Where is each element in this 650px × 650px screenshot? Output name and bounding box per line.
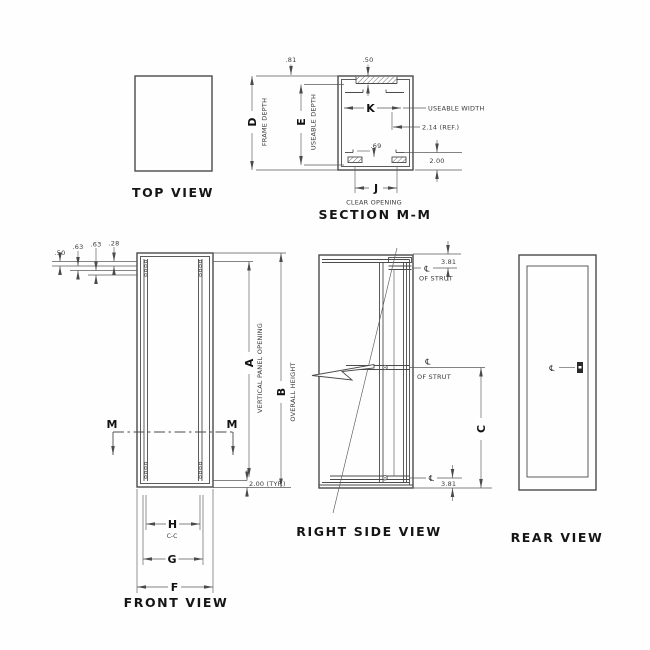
section-dim-81: .81 (285, 56, 297, 64)
front-dim-28: .28 (108, 239, 120, 248)
sliver-pointer (312, 365, 374, 381)
front-letter-m-left: M (106, 418, 118, 431)
front-letter-h: H (167, 518, 178, 531)
rail-holes (145, 260, 202, 478)
section-outer-wall (338, 76, 413, 170)
front-view-title: FRONT VIEW (123, 595, 229, 610)
section-title: SECTION M-M (318, 207, 432, 222)
right-dim-381-bottom: 3.81 (441, 480, 457, 488)
section-top-recess-hatch (356, 77, 397, 84)
front-overall-height-label: OVERALL HEIGHT (289, 362, 297, 422)
top-view-outline (135, 76, 212, 171)
section-letter-d: D (246, 117, 259, 127)
right-centerline-top-symbol: ℄ (424, 264, 430, 274)
section-letter-j: J (373, 182, 379, 195)
top-view (135, 76, 212, 171)
front-letter-b: B (275, 387, 288, 397)
right-side-view (312, 248, 413, 513)
rear-view (519, 255, 596, 490)
front-letter-f: F (170, 581, 179, 594)
right-of-strut-mid-label: OF STRUT (417, 373, 451, 381)
right-dim-381-top: 3.81 (441, 258, 457, 266)
front-dim-200-typ: 2.00 (TYP.) (249, 480, 286, 488)
front-dim-63-2: .63 (90, 240, 102, 249)
right-view-title: RIGHT SIDE VIEW (296, 524, 442, 539)
section-letter-k: K (366, 102, 375, 115)
top-view-title: TOP VIEW (131, 185, 215, 200)
section-dim-50: .50 (362, 56, 374, 64)
section-mm (338, 76, 413, 170)
right-centerline-mid-symbol: ℄ (425, 357, 431, 367)
right-centerline-bottom-symbol: ℄ (428, 474, 435, 483)
front-c-to-c-label: C-C (166, 533, 178, 540)
section-bottom-lip-right (392, 157, 406, 163)
front-view-inner-border (141, 257, 210, 484)
section-letter-e: E (295, 118, 308, 126)
section-dim-200: 2.00 (429, 157, 445, 165)
right-of-strut-top-label: OF STRUT (419, 274, 453, 283)
section-frame-depth-label: FRAME DEPTH (260, 97, 269, 147)
front-dim-63-1: .63 (72, 243, 84, 251)
section-useable-width-label: USEABLE WIDTH (428, 104, 485, 113)
rear-centerline-symbol: ℄ (549, 364, 555, 373)
section-bottom-lip-left (348, 157, 362, 163)
front-letter-a: A (243, 358, 256, 368)
rear-view-title: REAR VIEW (510, 530, 604, 545)
diagonal-projection-line (333, 248, 397, 513)
section-dim-69: .69 (370, 142, 382, 150)
section-useable-depth-label: USEABLE DEPTH (309, 93, 318, 151)
front-dim-50: .50 (54, 249, 66, 257)
front-letter-m-right: M (226, 418, 238, 431)
front-view (137, 253, 213, 487)
front-view-dimensions (52, 247, 291, 593)
section-clear-opening-label: CLEAR OPENING (346, 198, 402, 207)
front-letter-g: G (167, 553, 177, 566)
front-vertical-panel-opening-label: VERTICAL PANEL OPENING (256, 323, 264, 413)
strut-cap (389, 258, 412, 263)
section-ref-214: 2.14 (REF.) (422, 123, 460, 132)
right-letter-c: C (475, 424, 488, 434)
rear-view-outline (519, 255, 596, 490)
